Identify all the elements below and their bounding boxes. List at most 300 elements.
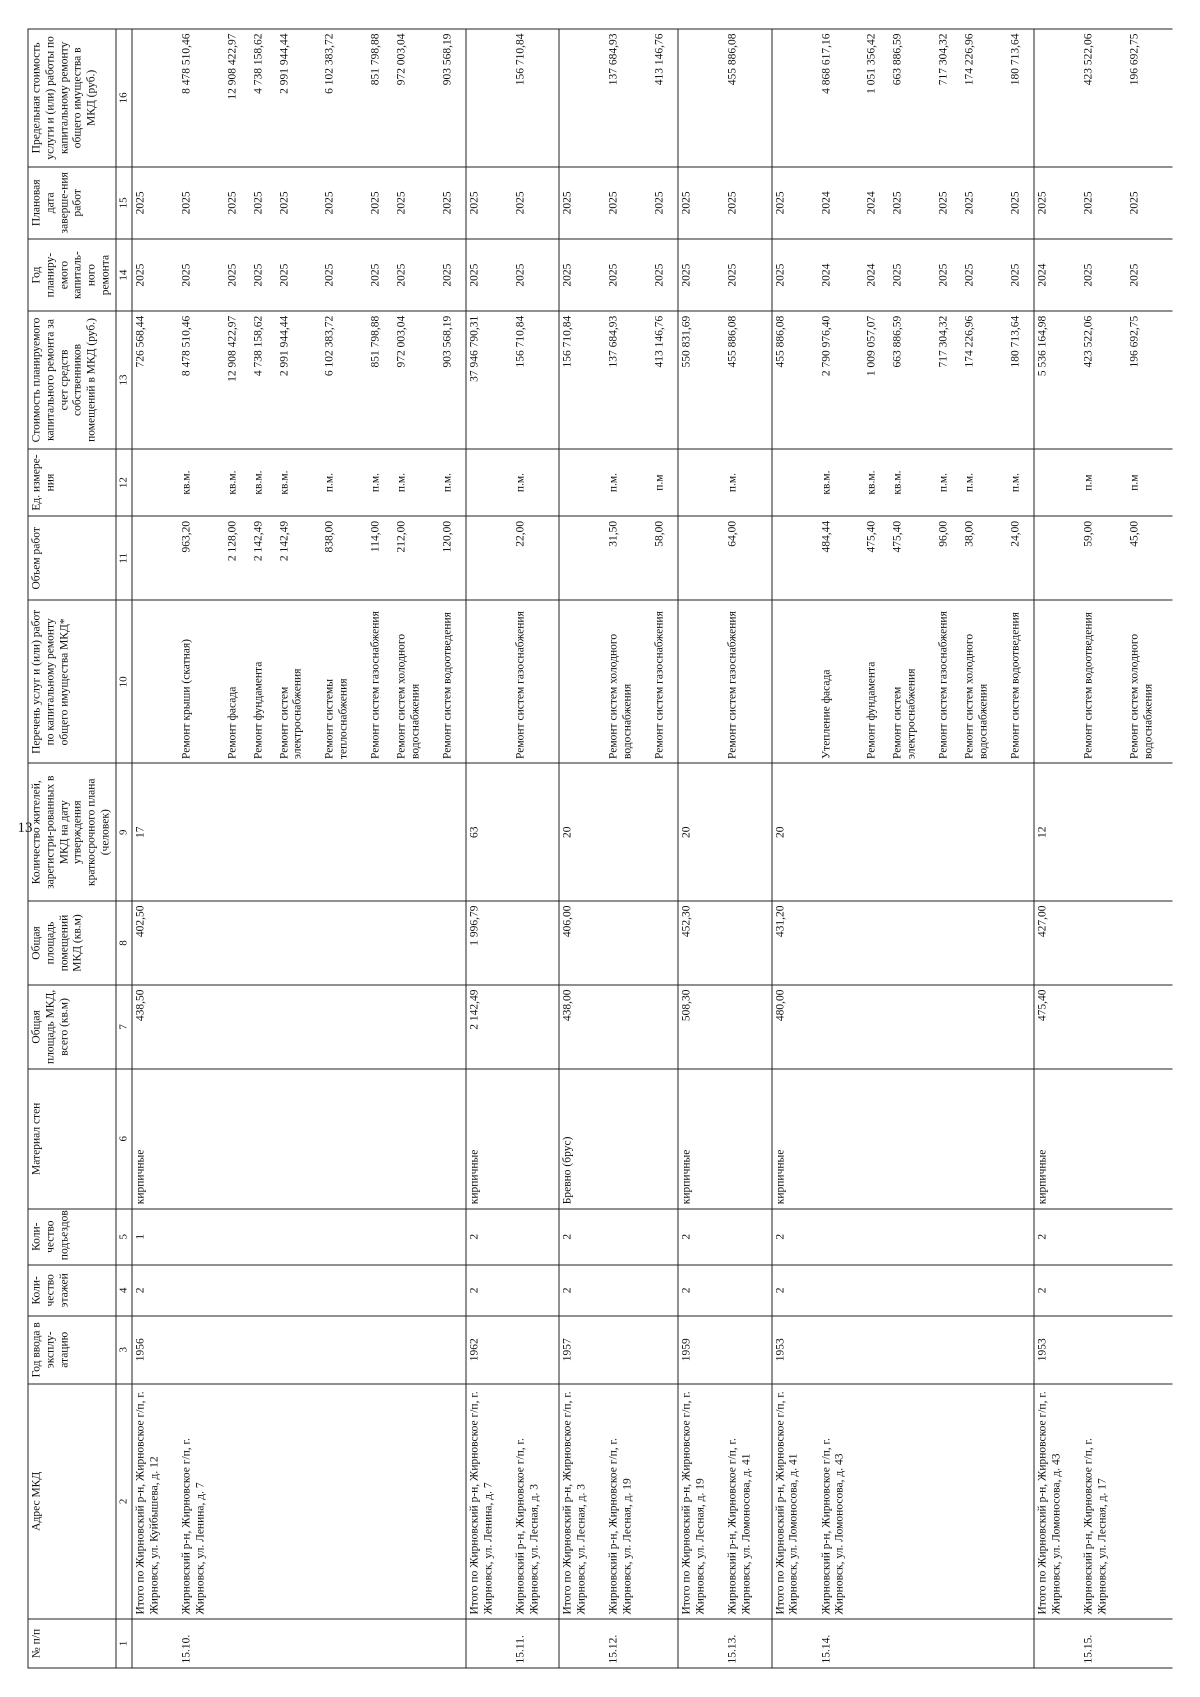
- table-cell: 2 991 944,44: [276, 29, 322, 167]
- column-header: № п/п: [28, 1619, 116, 1668]
- table-cell: [440, 1209, 467, 1265]
- column-number: 6: [116, 1069, 132, 1209]
- table-cell: [276, 1316, 322, 1384]
- table-cell: 2025: [224, 167, 250, 239]
- table-cell: 413 146,76: [652, 29, 679, 167]
- table-cell: [513, 1265, 560, 1316]
- table-cell: [368, 1619, 394, 1668]
- table-cell: [250, 985, 276, 1069]
- column-header: Количество жителей, зарегистри-рованных в МКД на дату утверждения краткосрочного плана (человек): [28, 763, 116, 901]
- table-cell: [890, 1316, 936, 1384]
- table-cell: [864, 1209, 890, 1265]
- table-cell: 2025: [890, 167, 936, 239]
- table-cell: [368, 985, 394, 1069]
- table-cell: 2025: [652, 167, 679, 239]
- table-cell: Жирновский р-н, Жирновское г/п, г. Жирновск, ул. Ломоносова, д. 41: [725, 1384, 772, 1619]
- column-number: 15: [116, 167, 132, 239]
- table-cell: [322, 1209, 368, 1265]
- table-cell: 455 886,08: [772, 311, 819, 449]
- table-cell: п.м.: [513, 449, 560, 517]
- table-cell: 2025: [936, 167, 962, 239]
- total-row: [466, 29, 513, 1668]
- column-number: 10: [116, 600, 132, 763]
- table-cell: [772, 29, 819, 167]
- table-cell: [276, 1265, 322, 1316]
- table-cell: 2025: [179, 239, 225, 311]
- table-cell: [179, 1316, 225, 1384]
- table-cell: [368, 1209, 394, 1265]
- table-row: [890, 29, 936, 1668]
- table-cell: [276, 1069, 322, 1209]
- column-number: 7: [116, 985, 132, 1069]
- table-row: [513, 29, 560, 1668]
- column-header: Адрес МКД: [28, 1384, 116, 1619]
- table-cell: п.м: [1126, 449, 1172, 517]
- table-cell: 2025: [606, 239, 652, 311]
- table-cell: [466, 1619, 513, 1668]
- table-cell: [250, 1384, 276, 1619]
- table-cell: [276, 985, 322, 1069]
- table-cell: Ремонт систем газоснабжения: [513, 600, 560, 763]
- table-cell: [440, 1619, 467, 1668]
- table-cell: п.м.: [962, 449, 1008, 517]
- column-header: Общая площадь помещений МКД (кв.м): [28, 901, 116, 985]
- table-cell: 455 886,08: [725, 29, 772, 167]
- table-cell: 423 522,06: [1081, 311, 1127, 449]
- table-cell: [1126, 1619, 1172, 1668]
- table-cell: [224, 763, 250, 901]
- table-row: [818, 29, 864, 1668]
- column-number-row: [116, 29, 132, 1668]
- table-cell: [466, 29, 513, 167]
- total-row: [1034, 29, 1081, 1668]
- table-cell: 2025: [725, 167, 772, 239]
- table-cell: [890, 1619, 936, 1668]
- table-cell: 475,40: [864, 516, 890, 600]
- table-cell: 2025: [1081, 239, 1127, 311]
- table-cell: п.м.: [322, 449, 368, 517]
- table-cell: 174 226,96: [962, 311, 1008, 449]
- table-cell: [224, 1316, 250, 1384]
- table-cell: 63: [466, 763, 513, 901]
- table-cell: Итого по Жирновский р-н, Жирновское г/п, г. Жирновск, ул. Лесная, д. 3: [559, 1384, 606, 1619]
- table-cell: 2025: [440, 167, 467, 239]
- total-row: [772, 29, 819, 1668]
- total-row: [678, 29, 725, 1668]
- table-cell: [276, 763, 322, 901]
- table-cell: [1081, 1316, 1127, 1384]
- table-row: [250, 29, 276, 1668]
- table-cell: кв.м.: [818, 449, 864, 517]
- table-cell: [322, 1316, 368, 1384]
- table-cell: [1034, 29, 1081, 167]
- table-cell: [368, 1069, 394, 1209]
- table-cell: 212,00: [394, 516, 440, 600]
- table-row: [652, 29, 679, 1668]
- table-cell: [890, 1069, 936, 1209]
- table-cell: кв.м.: [250, 449, 276, 517]
- table-cell: [936, 1265, 962, 1316]
- table-cell: 1953: [1034, 1316, 1081, 1384]
- table-cell: [890, 985, 936, 1069]
- table-cell: [368, 901, 394, 985]
- table-cell: 8 478 510,46: [179, 311, 225, 449]
- table-cell: [559, 1619, 606, 1668]
- table-cell: Итого по Жирновский р-н, Жирновское г/п, г. Жирновск, ул. Ломоносова, д. 41: [772, 1384, 819, 1619]
- table-cell: [772, 1619, 819, 1668]
- table-cell: [440, 1316, 467, 1384]
- table-cell: Ремонт систем водоотведения: [1007, 600, 1034, 763]
- table-cell: [606, 985, 652, 1069]
- table-cell: 2 991 944,44: [276, 311, 322, 449]
- table-cell: [1034, 449, 1081, 517]
- table-cell: [1007, 1316, 1034, 1384]
- table-cell: [132, 449, 179, 517]
- table-cell: Ремонт систем холодного водоснабжения: [1126, 600, 1172, 763]
- table-cell: [962, 1619, 1008, 1668]
- table-cell: [1081, 985, 1127, 1069]
- table-cell: [1034, 1619, 1081, 1668]
- table-cell: [606, 1209, 652, 1265]
- table-cell: 475,40: [890, 516, 936, 600]
- table-cell: 2025: [725, 239, 772, 311]
- table-cell: 2025: [890, 239, 936, 311]
- table-cell: [224, 1619, 250, 1668]
- table-cell: [652, 1384, 679, 1619]
- table-cell: [1126, 1209, 1172, 1265]
- table-cell: [322, 1265, 368, 1316]
- column-number: 3: [116, 1316, 132, 1384]
- table-cell: кирпичные: [772, 1069, 819, 1209]
- column-number: 5: [116, 1209, 132, 1265]
- table-cell: 15.11.: [513, 1619, 560, 1668]
- table-cell: п.м.: [1007, 449, 1034, 517]
- table-cell: [322, 763, 368, 901]
- table-cell: Ремонт систем газоснабжения: [725, 600, 772, 763]
- table-cell: 15.14.: [818, 1619, 864, 1668]
- table-cell: [513, 1209, 560, 1265]
- table-cell: [652, 763, 679, 901]
- table-cell: Бревно (брус): [559, 1069, 606, 1209]
- table-cell: 2025: [1126, 239, 1172, 311]
- table-cell: 37 946 790,31: [466, 311, 513, 449]
- table-cell: 12 908 422,97: [224, 29, 250, 167]
- table-row: [224, 29, 250, 1668]
- capital-repair-table: [28, 29, 1173, 1669]
- table-cell: [772, 516, 819, 600]
- table-cell: [394, 901, 440, 985]
- column-number: 16: [116, 29, 132, 167]
- table-cell: 2025: [466, 167, 513, 239]
- table-cell: 2: [559, 1209, 606, 1265]
- table-cell: кирпичные: [1034, 1069, 1081, 1209]
- table-cell: п.м.: [368, 449, 394, 517]
- table-cell: [1034, 600, 1081, 763]
- table-cell: Ремонт систем газоснабжения: [652, 600, 679, 763]
- table-cell: 2025: [772, 167, 819, 239]
- table-cell: [678, 600, 725, 763]
- table-cell: [962, 763, 1008, 901]
- table-cell: 8 478 510,46: [179, 29, 225, 167]
- table-cell: 455 886,08: [725, 311, 772, 449]
- table-row: [276, 29, 322, 1668]
- table-cell: [179, 763, 225, 901]
- table-cell: [652, 1265, 679, 1316]
- table-cell: [652, 1209, 679, 1265]
- column-number: 12: [116, 449, 132, 517]
- table-cell: [322, 1384, 368, 1619]
- table-cell: [440, 985, 467, 1069]
- table-cell: [606, 901, 652, 985]
- table-cell: 15.12.: [606, 1619, 652, 1668]
- table-cell: [890, 901, 936, 985]
- table-row: [1007, 29, 1034, 1668]
- table-cell: [962, 1209, 1008, 1265]
- table-cell: [513, 901, 560, 985]
- table-cell: 20: [772, 763, 819, 901]
- table-cell: [440, 1384, 467, 1619]
- table-cell: 2: [772, 1265, 819, 1316]
- table-cell: 31,50: [606, 516, 652, 600]
- table-row: [322, 29, 368, 1668]
- table-cell: [559, 29, 606, 167]
- table-cell: [440, 1265, 467, 1316]
- table-cell: 1962: [466, 1316, 513, 1384]
- table-cell: [936, 763, 962, 901]
- table-cell: 2: [1034, 1209, 1081, 1265]
- total-row: [559, 29, 606, 1668]
- table-cell: [936, 901, 962, 985]
- table-cell: 972 003,04: [394, 29, 440, 167]
- table-cell: 64,00: [725, 516, 772, 600]
- table-cell: 2025: [652, 239, 679, 311]
- table-cell: [962, 1069, 1008, 1209]
- table-cell: 480,00: [772, 985, 819, 1069]
- column-header: Коли-чество этажей: [28, 1265, 116, 1316]
- table-cell: 4 738 158,62: [250, 311, 276, 449]
- table-cell: [936, 1069, 962, 1209]
- table-cell: [368, 763, 394, 901]
- table-cell: 96,00: [936, 516, 962, 600]
- table-cell: [559, 516, 606, 600]
- table-row: [962, 29, 1008, 1668]
- table-row: [368, 29, 394, 1668]
- table-cell: кирпичные: [132, 1069, 179, 1209]
- table-cell: Ремонт фасада: [224, 600, 250, 763]
- column-header: Общая площадь МКД, всего (кв.м): [28, 985, 116, 1069]
- table-cell: [224, 1384, 250, 1619]
- table-header-row: [28, 29, 116, 1668]
- table-cell: 2: [772, 1209, 819, 1265]
- table-cell: Ремонт систем холодного водоснабжения: [606, 600, 652, 763]
- column-header: Плановая дата заверше-ния работ: [28, 167, 116, 239]
- table-cell: [890, 763, 936, 901]
- table-cell: 2025: [368, 167, 394, 239]
- table-cell: [440, 763, 467, 901]
- table-cell: [368, 1384, 394, 1619]
- table-cell: [394, 1265, 440, 1316]
- page-number: 13: [17, 820, 33, 836]
- table-cell: [725, 1265, 772, 1316]
- table-cell: 4 738 158,62: [250, 29, 276, 167]
- table-cell: Жирновский р-н, Жирновское г/п, г. Жирновск, ул. Ленина, д. 7: [179, 1384, 225, 1619]
- table-cell: [179, 1209, 225, 1265]
- table-cell: [864, 1619, 890, 1668]
- table-cell: 2025: [276, 239, 322, 311]
- table-cell: Жирновский р-н, Жирновское г/п, г. Жирновск, ул. Лесная, д. 17: [1081, 1384, 1127, 1619]
- table-cell: [179, 901, 225, 985]
- table-cell: [1034, 516, 1081, 600]
- table-row: [394, 29, 440, 1668]
- table-cell: [250, 763, 276, 901]
- table-cell: [725, 1069, 772, 1209]
- table-cell: [1126, 985, 1172, 1069]
- table-cell: [179, 985, 225, 1069]
- table-cell: кв.м.: [864, 449, 890, 517]
- column-header: Предельная стоимость услуги и (или) работы по капитальному ремонту общего имущества в МКД (руб.): [28, 29, 116, 167]
- table-cell: 550 831,69: [678, 311, 725, 449]
- table-cell: [652, 1069, 679, 1209]
- table-cell: 1959: [678, 1316, 725, 1384]
- table-cell: [394, 1069, 440, 1209]
- table-cell: [250, 901, 276, 985]
- table-cell: [179, 1265, 225, 1316]
- table-cell: [440, 901, 467, 985]
- table-cell: 2 142,49: [466, 985, 513, 1069]
- table-cell: [962, 1316, 1008, 1384]
- table-cell: кв.м.: [179, 449, 225, 517]
- table-cell: 2 142,49: [250, 516, 276, 600]
- table-cell: [1007, 763, 1034, 901]
- table-cell: [466, 516, 513, 600]
- table-cell: 24,00: [1007, 516, 1034, 600]
- column-header: Перечень услуг и (или) работ по капитальному ремонту общего имущества МКД*: [28, 600, 116, 763]
- table-cell: [772, 600, 819, 763]
- table-cell: Ремонт систем газоснабжения: [936, 600, 962, 763]
- table-cell: 2 128,00: [224, 516, 250, 600]
- table-cell: [1081, 763, 1127, 901]
- table-cell: [559, 449, 606, 517]
- table-cell: Ремонт систем водоотведения: [1081, 600, 1127, 763]
- column-header: Год планиру-емого капиталь-ного ремонта: [28, 239, 116, 311]
- table-cell: [1007, 985, 1034, 1069]
- table-cell: кв.м.: [224, 449, 250, 517]
- table-cell: 2025: [559, 167, 606, 239]
- table-cell: [936, 1384, 962, 1619]
- table-cell: 15.10.: [179, 1619, 225, 1668]
- total-row: [132, 29, 179, 1668]
- table-cell: [179, 1069, 225, 1209]
- table-cell: 1957: [559, 1316, 606, 1384]
- table-cell: 717 304,32: [936, 311, 962, 449]
- table-cell: Ремонт фундамента: [250, 600, 276, 763]
- table-cell: [725, 985, 772, 1069]
- table-cell: 12 908 422,97: [224, 311, 250, 449]
- table-cell: 4 868 617,16: [818, 29, 864, 167]
- table-cell: [1126, 901, 1172, 985]
- table-cell: 413 146,76: [652, 311, 679, 449]
- table-cell: [864, 985, 890, 1069]
- table-cell: Ремонт систем водоотведения: [440, 600, 467, 763]
- table-cell: [368, 1265, 394, 1316]
- table-cell: [394, 1619, 440, 1668]
- table-cell: [394, 1384, 440, 1619]
- table-cell: [224, 1069, 250, 1209]
- table-cell: 2025: [276, 167, 322, 239]
- table-cell: 2024: [1034, 239, 1081, 311]
- column-number: 8: [116, 901, 132, 985]
- table-cell: [678, 449, 725, 517]
- table-cell: 6 102 383,72: [322, 311, 368, 449]
- table-cell: 1953: [772, 1316, 819, 1384]
- table-cell: 2: [678, 1209, 725, 1265]
- table-cell: [1081, 901, 1127, 985]
- table-cell: 475,40: [1034, 985, 1081, 1069]
- table-cell: [652, 1619, 679, 1668]
- table-row: [1081, 29, 1127, 1668]
- table-cell: 2025: [322, 239, 368, 311]
- table-cell: 2025: [250, 167, 276, 239]
- table-cell: 180 713,64: [1007, 311, 1034, 449]
- column-number: 1: [116, 1619, 132, 1668]
- table-cell: 2025: [132, 167, 179, 239]
- column-header: Коли-чество подъездов: [28, 1209, 116, 1265]
- table-cell: [652, 1316, 679, 1384]
- table-cell: [1007, 901, 1034, 985]
- table-cell: Итого по Жирновский р-н, Жирновское г/п, г. Жирновск, ул. Ленина, д. 7: [466, 1384, 513, 1619]
- table-cell: Ремонт систем газоснабжения: [368, 600, 394, 763]
- table-cell: [276, 1209, 322, 1265]
- table-cell: 438,50: [132, 985, 179, 1069]
- table-cell: 2025: [224, 239, 250, 311]
- table-cell: 156 710,84: [513, 311, 560, 449]
- table-cell: [606, 1316, 652, 1384]
- table-cell: [132, 1619, 179, 1668]
- table-cell: 196 692,75: [1126, 29, 1172, 167]
- table-cell: [513, 985, 560, 1069]
- table-cell: 2025: [250, 239, 276, 311]
- table-cell: кирпичные: [678, 1069, 725, 1209]
- column-number: 11: [116, 516, 132, 600]
- table-cell: [250, 1316, 276, 1384]
- table-cell: [818, 1209, 864, 1265]
- table-cell: 903 568,19: [440, 29, 467, 167]
- table-cell: [725, 1316, 772, 1384]
- table-cell: [962, 985, 1008, 1069]
- table-cell: 427,00: [1034, 901, 1081, 985]
- table-cell: 2 790 976,40: [818, 311, 864, 449]
- table-cell: [466, 600, 513, 763]
- table-cell: 38,00: [962, 516, 1008, 600]
- table-cell: [864, 1069, 890, 1209]
- table-cell: [322, 985, 368, 1069]
- table-cell: 1 051 356,42: [864, 29, 890, 167]
- table-cell: [725, 901, 772, 985]
- column-header: Ед. измере-ния: [28, 449, 116, 517]
- table-cell: [652, 985, 679, 1069]
- table-cell: [513, 763, 560, 901]
- table-cell: кв.м.: [276, 449, 322, 517]
- table-cell: [864, 901, 890, 985]
- table-cell: Итого по Жирновский р-н, Жирновское г/п, г. Жирновск, ул. Лесная, д. 19: [678, 1384, 725, 1619]
- table-cell: [224, 985, 250, 1069]
- table-cell: [1126, 1384, 1172, 1619]
- table-cell: [394, 763, 440, 901]
- table-cell: [818, 1316, 864, 1384]
- table-cell: 196 692,75: [1126, 311, 1172, 449]
- table-cell: Ремонт систем электроснабжения: [276, 600, 322, 763]
- table-cell: 6 102 383,72: [322, 29, 368, 167]
